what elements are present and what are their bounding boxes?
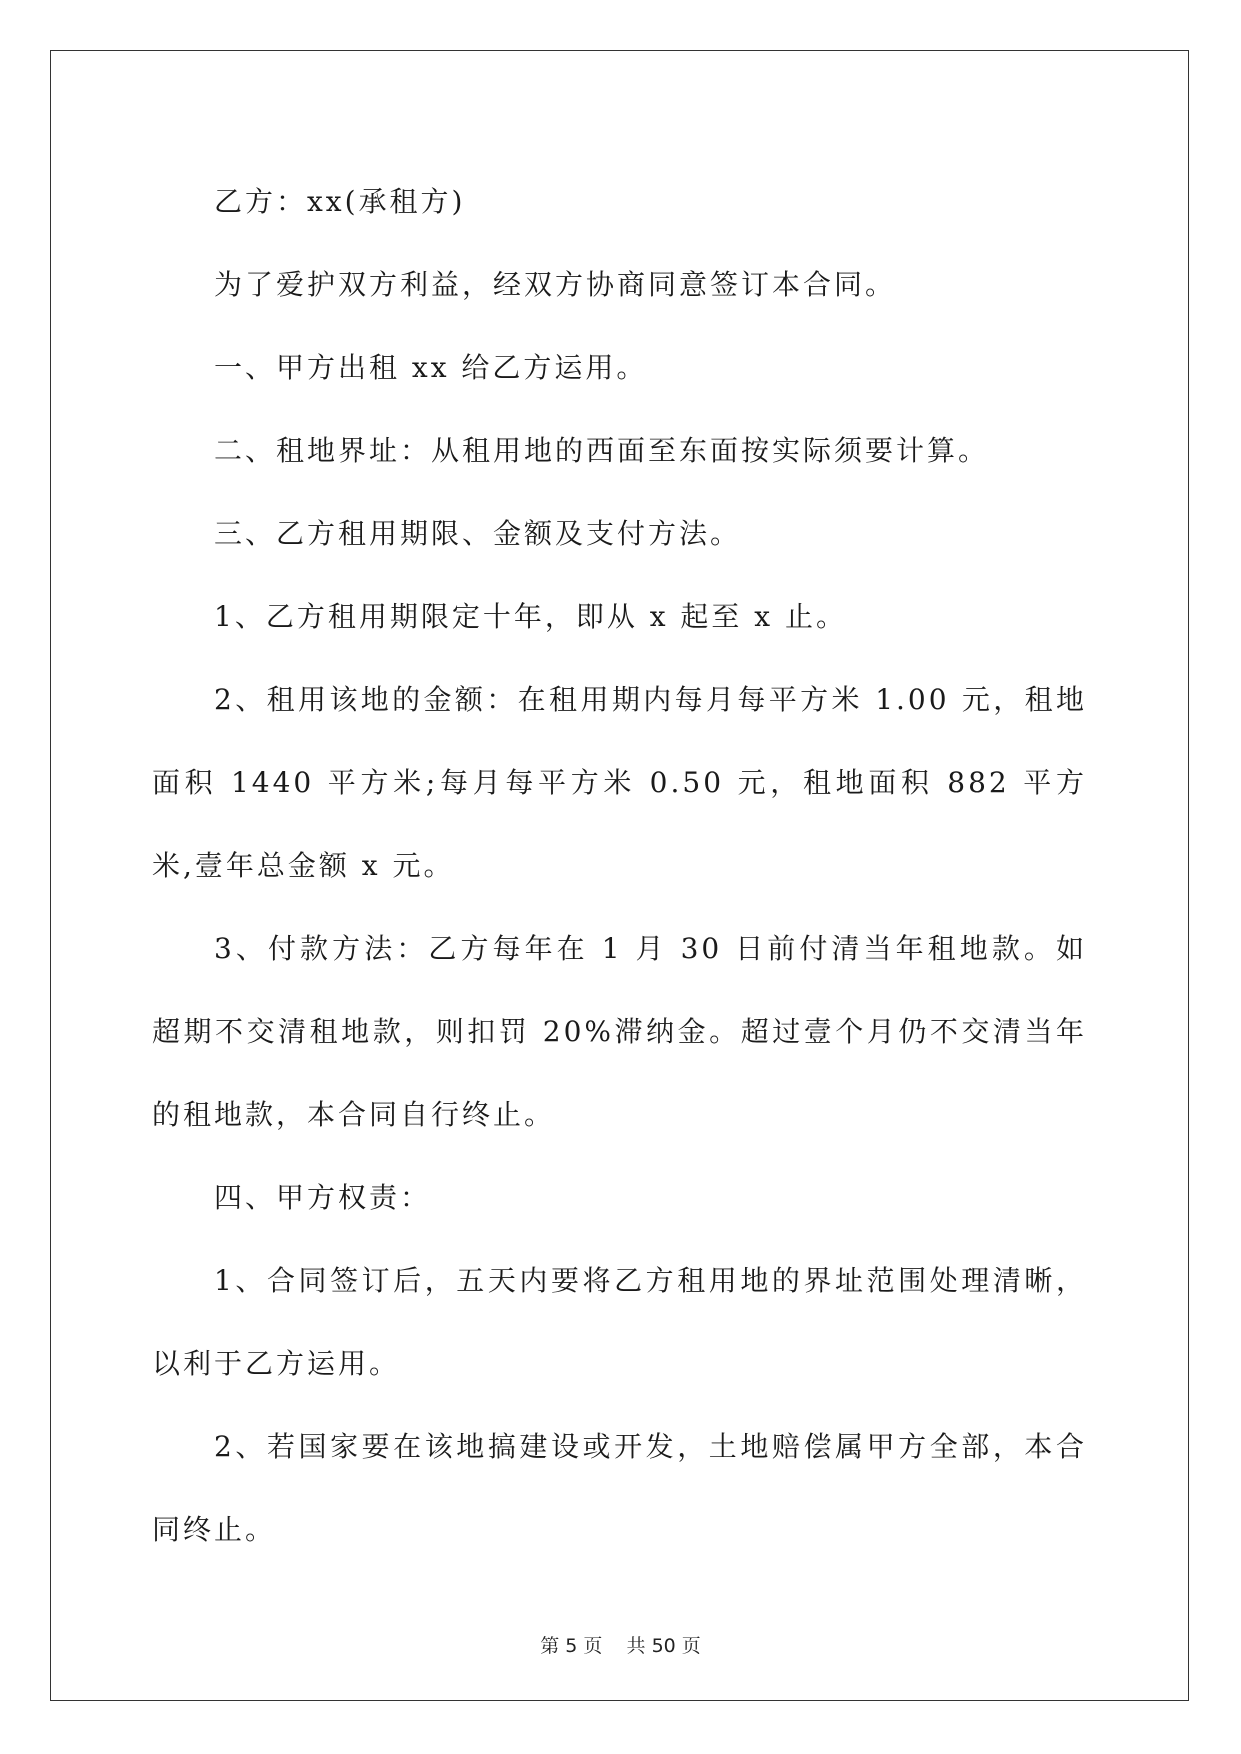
paragraph: 三、乙方租用期限、金额及支付方法。 [214,517,742,550]
page-number: 第 5 页 共 50 页 [540,1635,701,1657]
paragraph: 二、租地界址：从租用地的西面至东面按实际须要计算。 [214,434,990,467]
paragraph: 2、租用该地的金额：在租用期内每月每平方米 1.00 元，租地面积 1440 平方米;每月每平方米 0.50 元，租地面积 882 平方米,壹年总金额 x 元。 [152,683,1087,882]
document-body [152,160,1087,1571]
page-footer [0,1631,1241,1658]
paragraph: 四、甲方权责： [214,1181,432,1214]
paragraph: 乙方：xx(承租方) [214,185,466,218]
paragraph: 2、若国家要在该地搞建设或开发，土地赔偿属甲方全部，本合同终止。 [152,1430,1087,1546]
paragraph: 3、付款方法：乙方每年在 1 月 30 日前付清当年租地款。如超期不交清租地款，则扣罚 20%滞纳金。超过壹个月仍不交清当年的租地款，本合同自行终止。 [152,932,1087,1131]
paragraph: 一、甲方出租 xx 给乙方运用。 [214,351,648,384]
paragraph: 1、乙方租用期限定十年，即从 x 起至 x 止。 [214,600,848,633]
paragraph: 为了爱护双方利益，经双方协商同意签订本合同。 [214,268,897,301]
paragraph: 1、合同签订后，五天内要将乙方租用地的界址范围处理清晰，以利于乙方运用。 [152,1264,1087,1380]
